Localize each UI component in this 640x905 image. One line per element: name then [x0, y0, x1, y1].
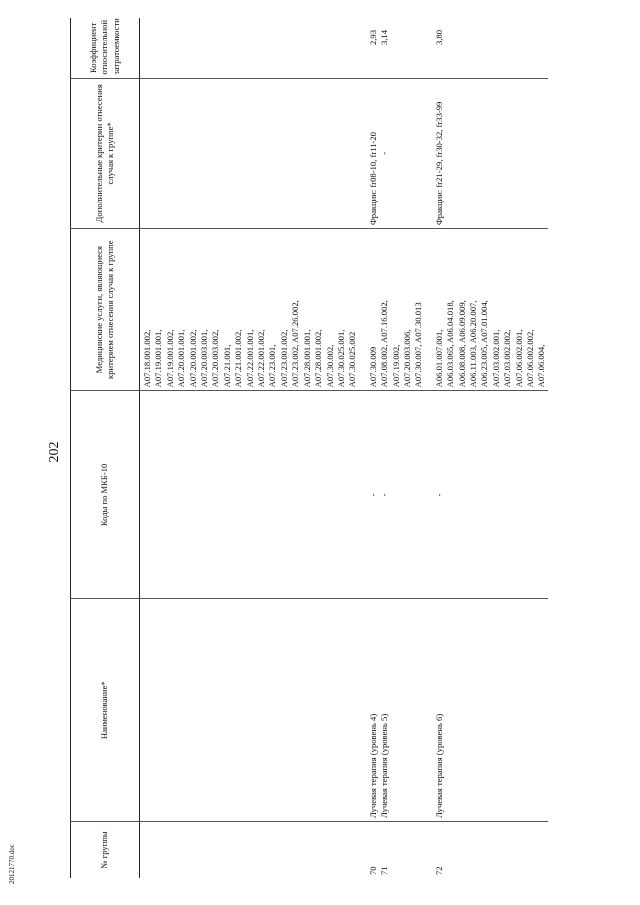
row-spacer [425, 18, 434, 878]
mkb-codes-cell [140, 391, 359, 599]
mkb-codes-cell: - [368, 391, 379, 599]
service-code: A07.20.003.002, [210, 329, 221, 388]
service-code: A06.23.005, A07.01.004, [479, 300, 490, 388]
header-mkb-codes: Коды по МКБ-10 [71, 391, 140, 599]
service-code: A07.28.001.002, [313, 329, 324, 388]
service-code: A07.30.009 [367, 346, 378, 388]
coefficient-cell: 3,14 [379, 18, 425, 78]
criteria-cell [140, 78, 359, 228]
service-code: A07.20.003.006, [401, 329, 412, 388]
service-code: A07.30.007, A07.30.013 [413, 302, 424, 388]
group-name-cell [140, 599, 359, 822]
service-code: A07.22.001.001, [244, 329, 255, 388]
group-number-cell: 71 [379, 866, 390, 875]
table-row [368, 18, 379, 878]
header-medical-services: Медицинские услуги, являющиеся критерием отнесения случая к группе [71, 229, 140, 391]
table-row [434, 18, 548, 878]
header-name: Наименование* [71, 599, 140, 822]
service-code: A07.23.001, [267, 344, 278, 388]
group-number-cell: 72 [433, 866, 444, 875]
group-name-cell: Лучевая терапия (уровень 4) [368, 599, 379, 822]
service-code: A07.21.001, [221, 344, 232, 388]
service-code: A07.20.001.002, [187, 329, 198, 388]
service-code: A06.08.008, A06.09.009, [456, 300, 467, 388]
service-code: A07.08.002, A07.16.002, [379, 300, 390, 388]
service-code: A06.11.003, A06.20.007, [467, 300, 478, 388]
table-row [379, 18, 425, 878]
group-name-cell: Лучевая терапия (уровень 5) [379, 599, 425, 822]
service-code: A07.18.001.002, [142, 329, 152, 388]
table-row [140, 18, 359, 878]
group-number-cell [140, 821, 359, 878]
coefficient-cell: 2,93 [368, 18, 379, 78]
services-cell [368, 229, 379, 391]
header-additional-criteria: Дополнительные критерии отнесения случая к группе* [71, 78, 140, 228]
rotated-page-content [70, 18, 615, 878]
service-code: A06.01.007.001, [433, 329, 444, 388]
service-code: A07.30.025.002 [347, 331, 358, 388]
footer-filename: 20121770.doc [8, 844, 16, 884]
service-code: A07.21.001.002, [233, 329, 244, 388]
mkb-codes-cell: - [434, 391, 548, 599]
service-code: A07.06.004, [536, 344, 547, 388]
service-code: A07.03.002.001, [490, 329, 501, 388]
service-code: A07.19.001.001, [153, 329, 164, 388]
service-code: A07.22.001.002, [256, 329, 267, 388]
criteria-cell: Фракции: fr21-29, fr30-32, fr33-99 [434, 78, 548, 228]
service-code: A07.30.002, [324, 344, 335, 388]
coefficient-cell: 3,80 [434, 18, 548, 78]
service-code: A07.30.025.001, [335, 329, 346, 388]
tariff-group-table [70, 18, 548, 878]
criteria-cell: Фракции: fr08-10, fr11-20 [368, 78, 379, 228]
group-name-cell: Лучевая терапия (уровень 6) [434, 599, 548, 822]
service-code: A07.19.002, [390, 344, 401, 388]
service-code: A06.03.065, A06.04.018, [445, 300, 456, 388]
service-code: A07.20.001.001, [176, 329, 187, 388]
service-code: A07.19.001.002, [164, 329, 175, 388]
service-code: A07.23.002, A07.26.002, [290, 300, 301, 388]
service-code: A07.03.002.002, [502, 329, 513, 388]
header-group-number: № группы [71, 821, 140, 878]
service-code: A07.28.001.001, [301, 329, 312, 388]
service-code: A07.06.002.001, [513, 329, 524, 388]
header-cost-coefficient: Коэффициент относительной затратоемкости [71, 18, 140, 78]
page-number: 202 [47, 441, 62, 463]
group-number-cell: 70 [367, 866, 378, 875]
services-cell [379, 229, 425, 391]
service-code: A07.23.001.002, [278, 329, 289, 388]
services-cell [140, 229, 359, 391]
coefficient-cell [140, 18, 359, 78]
mkb-codes-cell: - [379, 391, 425, 599]
service-code: A07.06.002.002, [525, 329, 535, 388]
criteria-cell: - [379, 78, 425, 228]
row-spacer [359, 18, 368, 878]
service-code: A07.20.003.001, [199, 329, 210, 388]
table-header-row [71, 18, 140, 878]
services-cell [434, 229, 548, 391]
